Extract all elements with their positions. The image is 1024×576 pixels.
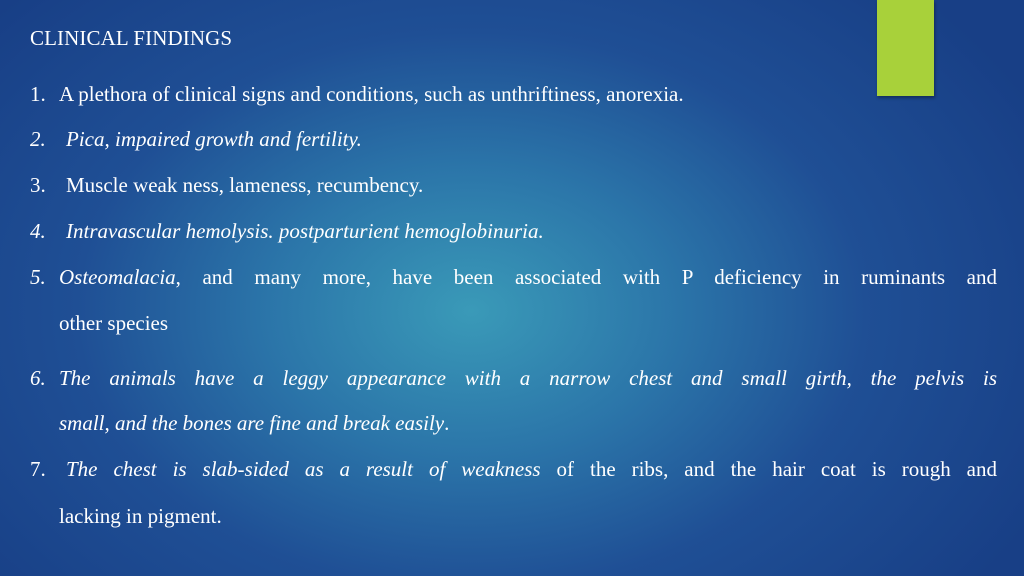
item-text-line-2: lacking in pigment.	[59, 504, 222, 528]
item-number: 7.	[30, 457, 46, 481]
item-text: of the ribs, and the hair coat is rough and	[540, 457, 998, 481]
item-text-line-1	[66, 455, 997, 483]
item-text: Pica, impaired growth and fertility.	[66, 127, 362, 151]
slide-title: CLINICAL FINDINGS	[30, 26, 233, 50]
item-number: 1.	[30, 82, 46, 106]
item-text: Muscle weak ness, lameness, recumbency.	[66, 173, 424, 197]
item-text-line-1: The animals have a leggy appearance with a narrow chest and small girth, the pelvis is	[59, 366, 997, 390]
item-text: , and many more, have been associated with P deficiency in ruminants and	[175, 265, 997, 289]
item-number: 5.	[30, 265, 46, 289]
item-text-line-2	[59, 409, 449, 437]
green-accent-bar	[877, 0, 934, 96]
item-italic-text: small, and the bones are fine and break easily	[59, 411, 445, 435]
item-number: 6.	[30, 366, 46, 390]
item-number: 3.	[30, 173, 46, 197]
item-text-line-2: other species	[59, 311, 169, 335]
item-italic-text: Osteomalacia	[59, 265, 176, 289]
item-text: Intravascular hemolysis. postparturient hemoglobinuria.	[66, 219, 544, 243]
item-number: 4.	[30, 219, 46, 243]
item-italic-text: The chest is slab-sided as a result of weakness	[66, 457, 541, 481]
item-text: A plethora of clinical signs and conditions, such as unthriftiness, anorexia.	[59, 82, 684, 106]
item-text-line-1	[59, 263, 997, 291]
item-number: 2.	[30, 127, 46, 151]
item-text-end: .	[444, 411, 450, 435]
